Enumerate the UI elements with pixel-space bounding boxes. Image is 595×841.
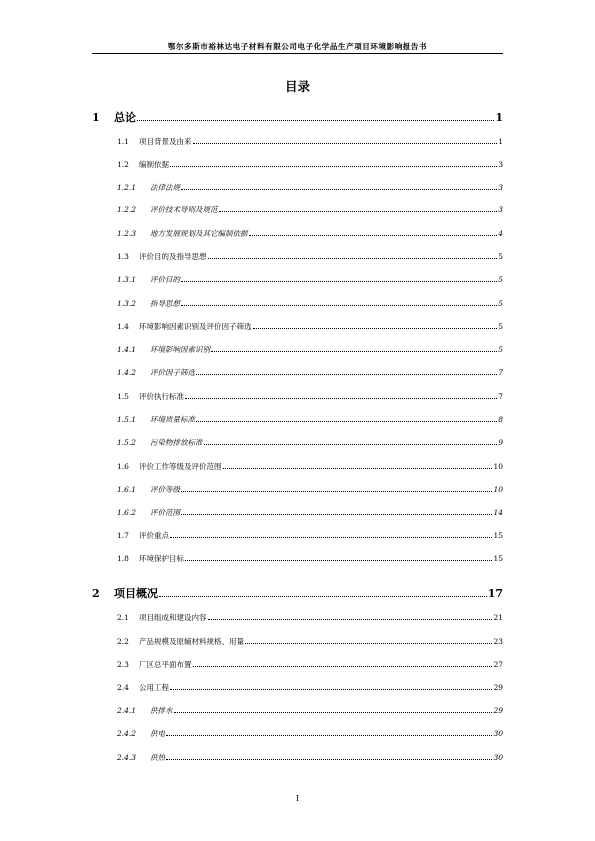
- toc-subsection-entry[interactable]: [117, 204, 503, 218]
- toc-section-entry[interactable]: [117, 659, 503, 673]
- toc-subsection-entry[interactable]: [117, 507, 503, 521]
- toc-section-entry[interactable]: [117, 553, 503, 567]
- toc-entry-page: 30: [493, 753, 503, 762]
- toc-chapter-entry[interactable]: [92, 585, 503, 599]
- toc-entry-number: 1.2.1: [117, 183, 137, 192]
- toc-entry-page: 15: [493, 531, 503, 540]
- toc-subsection-entry[interactable]: [117, 182, 503, 196]
- toc-entry-page: 27: [493, 660, 503, 669]
- toc-entry-number: 1.6: [117, 462, 129, 471]
- toc-entry-number: 1.2.3: [117, 229, 137, 238]
- toc-entry-label: 评价因子筛选: [150, 368, 195, 377]
- toc-entry-page: 3: [498, 183, 503, 192]
- toc-dot-leader: [181, 305, 497, 306]
- toc-entry-number: 1.3: [117, 252, 129, 261]
- toc-entry-number: 1.6.2: [117, 508, 137, 517]
- toc-subsection-entry[interactable]: [117, 437, 503, 451]
- toc-dot-leader: [181, 491, 492, 492]
- toc-entry-number: 1.5.2: [117, 438, 137, 447]
- toc-dot-leader: [166, 735, 492, 736]
- toc-entry-page: 5: [498, 275, 503, 284]
- toc-entry-label: 编制依据: [139, 160, 169, 169]
- toc-entry-label: 项目组成和建设内容: [139, 613, 207, 622]
- toc-entry-page: 9: [498, 438, 503, 447]
- toc-section-entry[interactable]: [117, 461, 503, 475]
- toc-section-entry[interactable]: [117, 251, 503, 265]
- toc-entry-page: 1: [498, 137, 503, 146]
- toc-entry-label: 总论: [114, 111, 136, 124]
- toc-dot-leader: [181, 189, 497, 190]
- toc-subsection-entry[interactable]: [117, 228, 503, 242]
- toc-entry-label: 地方发展规划及其它编制依据: [150, 229, 248, 238]
- toc-entry-label: 产品规模及原辅材料规格、用量: [139, 637, 244, 646]
- toc-dot-leader: [196, 374, 497, 375]
- toc-entry-label: 评价等级: [150, 485, 180, 494]
- toc-entry-label: 供排水: [150, 706, 173, 715]
- toc-entry-number: 1.4.2: [117, 368, 137, 377]
- toc-entry-number: 2.4.1: [117, 706, 137, 715]
- toc-dot-leader: [185, 398, 497, 399]
- toc-entry-page: 7: [498, 392, 503, 401]
- toc-entry-label: 环境影响因素识别及评价因子筛选: [139, 322, 252, 331]
- toc-entry-page: 23: [493, 637, 503, 646]
- toc-entry-label: 评价目的及指导思想: [139, 252, 207, 261]
- toc-entry-number: 2.3: [117, 660, 129, 669]
- toc-entry-page: 10: [493, 485, 503, 494]
- toc-dot-leader: [181, 514, 492, 515]
- toc-section-entry[interactable]: [117, 530, 503, 544]
- toc-dot-leader: [196, 421, 497, 422]
- toc-entry-number: 1.8: [117, 554, 129, 563]
- toc-entry-label: 供电: [150, 729, 165, 738]
- toc-entry-number: 1.2: [117, 160, 129, 169]
- toc-entry-number: 1.3.1: [117, 275, 137, 284]
- toc-dot-leader: [219, 211, 498, 212]
- toc-subsection-entry[interactable]: [117, 274, 503, 288]
- toc-section-entry[interactable]: [117, 391, 503, 405]
- toc-dot-leader: [204, 444, 498, 445]
- toc-entry-page: 8: [498, 415, 503, 424]
- toc-dot-leader: [137, 120, 494, 121]
- toc-entry-number: 1.6.1: [117, 485, 137, 494]
- toc-section-entry[interactable]: [117, 136, 503, 150]
- toc-entry-number: 1.4.1: [117, 345, 137, 354]
- toc-entry-label: 指导思想: [150, 299, 180, 308]
- toc-entry-number: 1.7: [117, 531, 129, 540]
- toc-section-entry[interactable]: [117, 612, 503, 626]
- toc-entry-label: 项目概况: [114, 587, 158, 600]
- toc-entry-page: 5: [498, 299, 503, 308]
- toc-entry-label: 评价重点: [139, 531, 169, 540]
- toc-dot-leader: [253, 328, 498, 329]
- toc-entry-label: 厂区总平面布置: [139, 660, 192, 669]
- toc-entry-number: 2.1: [117, 613, 129, 622]
- toc-entry-page: 5: [498, 345, 503, 354]
- toc-entry-page: 30: [493, 729, 503, 738]
- toc-subsection-entry[interactable]: [117, 298, 503, 312]
- toc-entry-page: 17: [487, 587, 503, 600]
- toc-entry-label: 评价技术导则及规范: [150, 205, 218, 214]
- toc-entry-label: 法律法规: [150, 183, 180, 192]
- toc-title: 目录: [284, 79, 310, 94]
- toc-section-entry[interactable]: [117, 636, 503, 650]
- toc-dot-leader: [170, 689, 492, 690]
- toc-subsection-entry[interactable]: [117, 705, 503, 719]
- toc-entry-number: 1.5: [117, 392, 129, 401]
- toc-entry-label: 公用工程: [139, 683, 169, 692]
- toc-entry-label: 环境影响因素识别: [150, 345, 210, 354]
- toc-section-entry[interactable]: [117, 159, 503, 173]
- toc-dot-leader: [223, 468, 493, 469]
- toc-entry-label: 项目背景及由来: [139, 137, 192, 146]
- toc-entry-label: 评价工作等级及评价范围: [139, 462, 222, 471]
- toc-entry-number: 2.4: [117, 683, 129, 692]
- toc-dot-leader: [185, 560, 492, 561]
- toc-dot-leader: [166, 759, 492, 760]
- toc-dot-leader: [193, 666, 493, 667]
- toc-entry-label: 评价目的: [150, 275, 180, 284]
- toc-entry-page: 7: [498, 368, 503, 377]
- toc-dot-leader: [193, 143, 498, 144]
- toc-subsection-entry[interactable]: [117, 752, 503, 766]
- toc-dot-leader: [174, 712, 493, 713]
- toc-dot-leader: [249, 235, 498, 236]
- toc-entry-page: 1: [495, 111, 503, 124]
- toc-subsection-entry[interactable]: [117, 367, 503, 381]
- toc-dot-leader: [208, 619, 493, 620]
- document-header: 鄂尔多斯市裕林达电子材料有限公司电子化学品生产项目环境影响报告书: [167, 42, 428, 51]
- toc-subsection-entry[interactable]: [117, 414, 503, 428]
- toc-entry-page: 29: [493, 706, 503, 715]
- toc-dot-leader: [245, 643, 492, 644]
- toc-entry-label: 供热: [150, 753, 165, 762]
- toc-section-entry[interactable]: [117, 682, 503, 696]
- toc-entry-page: 29: [493, 683, 503, 692]
- toc-entry-label: 环境保护目标: [139, 554, 184, 563]
- toc-entry-number: 1.1: [117, 137, 129, 146]
- toc-entry-number: 1.2.2: [117, 205, 137, 214]
- toc-entry-number: 1.3.2: [117, 299, 137, 308]
- toc-entry-page: 5: [498, 322, 503, 331]
- toc-entry-number: 2: [92, 587, 100, 600]
- toc-chapter-entry[interactable]: [92, 109, 503, 123]
- toc-entry-number: 2.2: [117, 637, 129, 646]
- toc-subsection-entry[interactable]: [117, 344, 503, 358]
- toc-subsection-entry[interactable]: [117, 484, 503, 498]
- toc-dot-leader: [170, 166, 497, 167]
- toc-entry-label: 污染物排放标准: [150, 438, 203, 447]
- toc-entry-number: 1.5.1: [117, 415, 137, 424]
- page-number: I: [295, 794, 300, 803]
- toc-entry-number: 1.4: [117, 322, 129, 331]
- toc-entry-label: 评价范围: [150, 508, 180, 517]
- toc-entry-number: 2.4.3: [117, 753, 137, 762]
- toc-entry-page: 15: [493, 554, 503, 563]
- toc-subsection-entry[interactable]: [117, 728, 503, 742]
- toc-entry-page: 21: [493, 613, 503, 622]
- toc-entry-page: 4: [498, 229, 503, 238]
- toc-entry-label: 评价执行标准: [139, 392, 184, 401]
- toc-entry-number: 1: [92, 111, 100, 124]
- toc-entry-number: 2.4.2: [117, 729, 137, 738]
- toc-dot-leader: [208, 258, 498, 259]
- toc-entry-page: 3: [498, 160, 503, 169]
- toc-entry-page: 3: [498, 205, 503, 214]
- toc-entry-label: 环境质量标准: [150, 415, 195, 424]
- toc-entry-page: 10: [493, 462, 503, 471]
- toc-entry-page: 14: [493, 508, 503, 517]
- toc-entry-page: 5: [498, 252, 503, 261]
- toc-dot-leader: [159, 596, 487, 597]
- toc-dot-leader: [211, 351, 497, 352]
- toc-dot-leader: [170, 537, 492, 538]
- toc-section-entry[interactable]: [117, 321, 503, 335]
- toc-dot-leader: [181, 281, 497, 282]
